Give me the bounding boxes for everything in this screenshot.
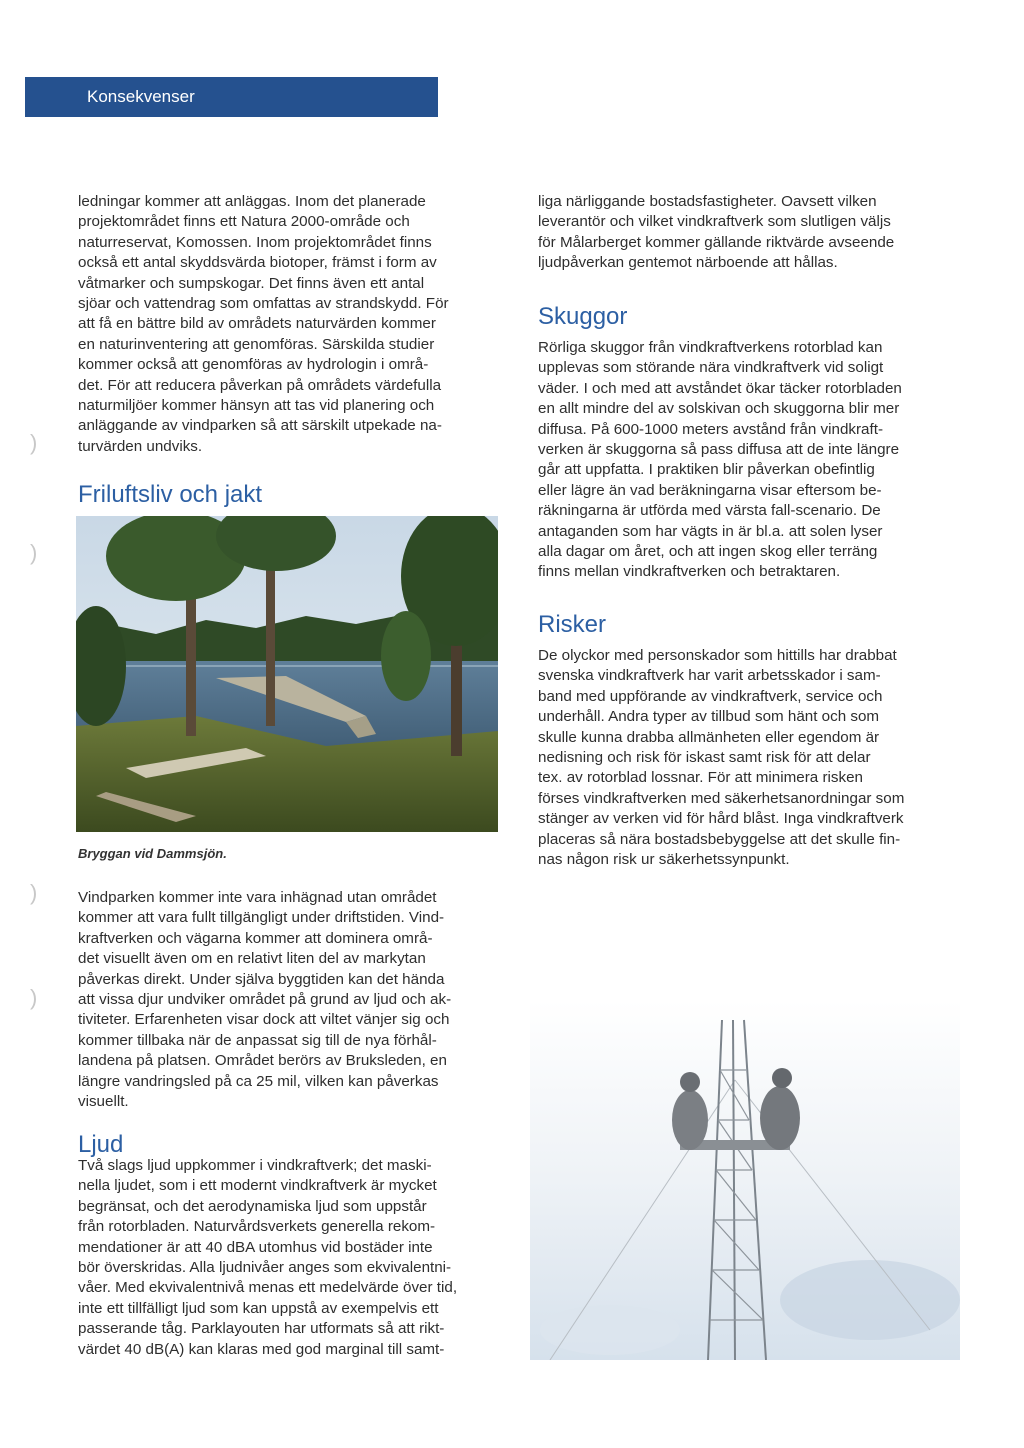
left-intro-paragraph: ledningar kommer att anläggas. Inom det planerade projektområdet finns ett Natura 2000-område och naturreservat, Komossen. Inom projektområdet finns också ett antal skyddsvärda biotoper, främst i form av våtmarker och sumpskogar. Det finns även ett antal sjöar och vattendrag som omfattas av strandskydd. För att få en bättre bild av områdets naturvärden kommer en naturinventering att genomföras. Särskilda studier kommer också att genomföras av hydrologin i områ- det. För att reducera påverkan på områdets värdefulla naturmiljöer kommer hänsyn att tas vid planering och anläggande av vindparken så att särskilt utpekade na- turvärden undviks. [78,193,449,455]
skuggor-heading-block [538,302,958,332]
risker-text-block [538,646,958,870]
right-intro-paragraph: liga närliggande bostadsfastigheter. Oavsett vilken leverantör och vilket vindkraftverk som slutligen väljs för Målarberget kommer gällande riktvärde avseende ljudpåverkan gentemot närboende att hållas. [538,193,895,272]
risker-heading: Risker [538,611,607,638]
risker-paragraph: De olyckor med personskador som hittills har drabbat svenska vindkraftverk har varit arbetsskador i sam- band med uppförande av vindkraftverk, service och underhåll. Andra typer av tillbud som hänt och som skulle kunna drabba allmänheten eller egendom är nedisning och risk för iskast samt risk för att delar tex. av rotorblad lossnar. För att minimera risken förses vindkraftverken med säkerhetsanordningar som stänger av verken vid för hård blåst. Inga vindkraftverk placeras så nära bostadsbebyggelse att det skulle fin- nas någon risk ur säkerhetssynpunkt. [538,647,905,869]
section-label: Konsekvenser [87,87,195,106]
left-intro-block [78,192,498,457]
skuggor-heading: Skuggor [538,303,628,330]
friluftsliv-text-block [78,888,498,1112]
friluftsliv-heading: Friluftsliv och jakt [78,481,263,508]
skuggor-paragraph: Rörliga skuggor från vindkraftverkens rotorblad kan upplevas som störande nära vindkraftverk vid soligt väder. I och med att avståndet ökar täcker rotorbladen en allt mindre del av solskivan och skuggorna blir mer diffusa. På 600-1000 meters avstånd från vindkraft- verken är skuggorna så pass diffusa att de inte längre går att uppfatta. I praktiken blir påverkan obefintlig eller lägre än vad beräkningarna visar eftersom be- räkningarna är utförda med värsta fall-scenario. De antaganden som har vägts in är bl.a. att solen lyser alla dagar om året, och att ingen skog eller terräng finns mellan vindkraftverken och betraktaren. [538,339,902,581]
ljud-paragraph: Två slags ljud uppkommer i vindkraftverk; det maski- nella ljudet, som i ett modernt vindkraftverk är mycket begränsat, och det aerodynamiska ljud som uppstår från rotorbladen. Naturvårdsverkets generella rekom- mendationer är att 40 dBA utomhus vid bostäder inte bör överskridas. Alla ljudnivåer anges som ekvivalentni- våer. Med ekvivalentnivå menas ett medelvärde över tid, inte ett tillfälligt ljud som kan uppstå av exempelvis ett passerande tåg. Parklayouten har utformats så att rikt- värdet 40 dB(A) kan klaras med god marginal till samt- [78,1157,458,1358]
risker-heading-block [538,610,958,640]
margin-mark: ) [30,540,38,565]
margin-mark: ) [30,985,38,1010]
ljud-heading: Ljud [78,1131,124,1158]
section-header-bar [25,77,438,117]
right-intro-block [538,192,958,274]
friluftsliv-paragraph: Vindparken kommer inte vara inhägnad utan området kommer att vara fullt tillgängligt under driftstiden. Vind- kraftverken och vägarna kommer att dominera områ- det visuellt även om en relativt liten del av markytan påverkas direkt. Under själva byggtiden kan det hända att vissa djur undviker området på grund av ljud och ak- tiviteter. Erfarenheten visar dock att viltet vänjer sig och kommer tillbaka när de anpassat sig till de nya förhål- landena på platsen. Området berörs av Bruksleden, en längre vandringsled på ca 25 mil, vilken kan påverkas visuellt. [78,889,452,1111]
lake-jetty-photo [76,516,498,832]
friluftsliv-heading-block [78,480,498,510]
margin-mark: ) [30,880,38,905]
skuggor-text-block [538,338,958,583]
ljud-text-block [78,1156,498,1360]
margin-mark: ) [30,430,38,455]
wind-mast-photo [530,1000,960,1360]
photo-caption: Bryggan vid Dammsjön. [78,846,227,861]
